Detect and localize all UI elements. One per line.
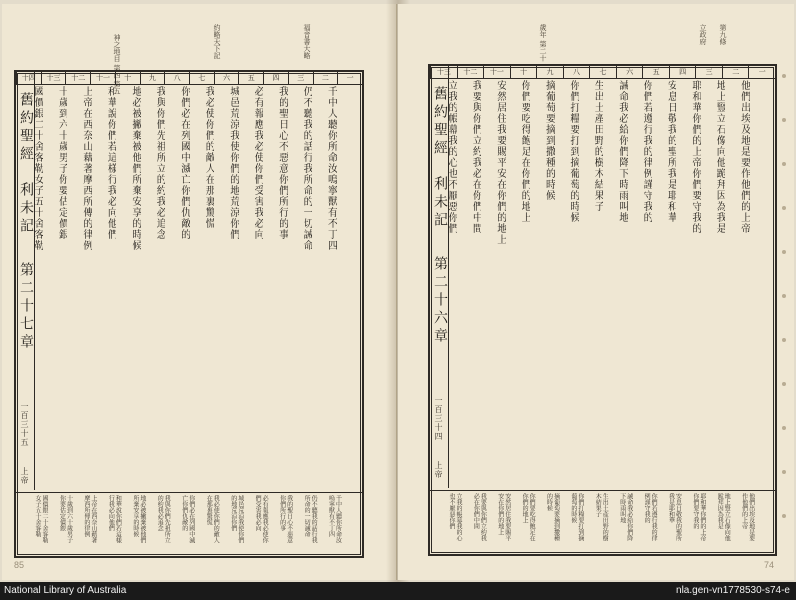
scripture-column: 必有報應我必使你們受害我必向 [252, 86, 264, 240]
commentary-column: 十歲到六十歲男子你要估定價銀 [58, 495, 73, 543]
right-bottom-mark: 上帝 [434, 461, 443, 479]
scripture-column: 你們若遵行我的律例謹守我的 [641, 80, 653, 223]
verse-number: 五 [642, 66, 669, 78]
verse-number: 十四 [16, 72, 41, 84]
verse-number: 十一 [483, 66, 510, 78]
verse-number: 一 [748, 66, 775, 78]
scripture-column: 國價銀二十舍客勒女子五十舍客勒 [32, 86, 43, 251]
scripture-column: 城邑荒涼我使你們的地荒涼你們 [227, 86, 239, 240]
right-header-note-2: 立政府 [699, 24, 707, 45]
verse-number: 十 [510, 66, 537, 78]
right-verse-numbers [430, 66, 775, 78]
left-book-title: 利未記 [18, 182, 34, 236]
verse-number: 六 [616, 66, 643, 78]
left-page-number: 一百三十五 [20, 402, 29, 447]
commentary-column: 你們要吃得飽足在你們的地上 [521, 493, 536, 541]
scripture-column: 誡命我必給你們降下時雨叫地 [616, 80, 628, 223]
commentary-column: 我的聖日心不惡意你們所行的事 [278, 495, 293, 543]
left-title-column [14, 72, 35, 490]
commentary-column: 地必被撇棄被他們所棄安享的時候 [131, 495, 146, 543]
scripture-column: 安息日敬我的聖所我是耶和華 [665, 80, 677, 223]
library-credit: National Library of Australia [4, 585, 127, 596]
verse-number: 八 [164, 72, 189, 84]
left-bottom-mark: 上帝 [20, 467, 29, 485]
verse-number: 十一 [90, 72, 115, 84]
commentary-column: 仍不聽我的話行我所命的一切誡命 [303, 495, 318, 543]
scripture-column: 摘葡萄要摘到撒種的時候 [543, 80, 555, 201]
verse-number: 十三 [41, 72, 66, 84]
commentary-column: 千中人聽你所命汝嗚寧獸有不丁四 [327, 495, 342, 543]
commentary-column: 你們必在列國中滅亡你們仇敵的 [180, 495, 195, 543]
verse-number: 六 [214, 72, 239, 84]
scripture-column: 耶和華你們的上帝你們要守我的 [689, 80, 701, 234]
scripture-column: 我必使你們的敵人在那裏驚慌 [203, 86, 215, 229]
scripture-column: 我與你們先祖所立的約我必追念 [154, 86, 166, 240]
right-text-frame [428, 64, 777, 556]
right-chapter-title: 第二十六章 [432, 256, 448, 346]
scripture-column: 上帝在西奈山藉著摩西所傳的律例 [80, 86, 92, 251]
verse-number: 十 [115, 72, 140, 84]
left-running-title: 舊約聖經 [18, 92, 34, 164]
verse-number: 七 [589, 66, 616, 78]
scripture-column: 千中人聽你所命汝嗚寧獸有不丁四 [325, 86, 337, 251]
commentary-column: 城邑荒涼我使你們的地荒涼你們 [229, 495, 244, 543]
scripture-column: 仍不聽我的話行我所命的一切誡命 [301, 86, 313, 251]
commentary-column: 我與你們先祖所立的約我必追念 [156, 495, 171, 543]
right-commentary-band [430, 490, 775, 545]
commentary-column: 他們出埃及地是要作他們的上帝 [740, 493, 755, 541]
verse-number: 二 [722, 66, 749, 78]
verse-number: 九 [140, 72, 165, 84]
verse-number: 九 [536, 66, 563, 78]
commentary-column: 國價銀二十舍客勒女子五十舍客勒 [34, 495, 48, 543]
commentary-column: 你們打糧要打到摘葡萄的時候 [569, 493, 584, 541]
commentary-column: 我要與你們立約我必在你們中間 [472, 493, 487, 541]
left-chapter-title: 第二十七章 [18, 262, 34, 352]
scripture-column: 立我的帳幕我的心也不厭惡你們 [446, 80, 457, 234]
scripture-column: 我要與你們立約我必在你們中間 [470, 80, 482, 234]
right-book-title: 利未記 [432, 176, 448, 230]
verse-number: 三 [288, 72, 313, 84]
verse-number: 一 [337, 72, 362, 84]
verse-number: 十三 [430, 66, 457, 78]
commentary-column: 上帝在西奈山藉著摩西所傳的律例 [82, 495, 97, 543]
scripture-column: 安然居住我要賜平安在你們的地上 [494, 80, 506, 245]
verse-number: 八 [563, 66, 590, 78]
left-verse-number-band [16, 72, 362, 85]
scripture-column: 地上豎立石像向他跪拜因為我是 [714, 80, 726, 234]
left-header-note-1: 福音書大略 [303, 24, 311, 59]
left-header-note-2: 約略天下記 [213, 24, 221, 59]
verse-number: 十二 [457, 66, 484, 78]
right-header-note-1: 第九條 [719, 24, 727, 45]
scripture-column: 你們必在列國中滅亡你們仇敵的 [178, 86, 190, 240]
binding-holes [782, 74, 788, 544]
verse-number: 十二 [65, 72, 90, 84]
commentary-column: 生出土產田野的樹木結果子 [594, 493, 609, 541]
right-verse-number-band [430, 66, 775, 79]
commentary-column: 和華說你們若這樣行我必向他們 [107, 495, 122, 543]
verse-number: 七 [189, 72, 214, 84]
verse-number: 四 [669, 66, 696, 78]
scripture-column: 他們出埃及地是要作他們的上帝 [738, 80, 750, 234]
left-page-mark: 85 [14, 560, 25, 570]
commentary-column: 安息日敬我的聖所我是耶和華 [667, 493, 682, 541]
verse-number: 五 [238, 72, 263, 84]
left-page [2, 4, 397, 580]
commentary-column: 摘葡萄要摘到撒種的時候 [545, 493, 560, 541]
commentary-column: 誡命我必給你們降下時雨叫地 [618, 493, 633, 541]
commentary-column: 我必使你們的敵人在那裏驚慌 [205, 495, 220, 543]
commentary-column: 地上豎立石像向他跪拜因為我是 [716, 493, 731, 541]
commentary-column: 必有報應我必使你們受害我必向 [254, 495, 269, 543]
verse-number: 二 [313, 72, 338, 84]
right-page-mark: 74 [764, 560, 775, 570]
left-text-frame [14, 70, 364, 558]
commentary-column: 安然居住我要賜平安在你們的地上 [496, 493, 511, 541]
right-page-number: 一百三十四 [434, 396, 443, 441]
verse-number: 三 [695, 66, 722, 78]
left-header-note-3: 神之地目 第四 第五 [113, 34, 121, 95]
commentary-column: 立我的帳幕我的心也不厭惡你們 [448, 493, 462, 541]
left-verse-numbers [16, 72, 362, 84]
right-title-column [428, 66, 449, 488]
left-commentary-band [16, 492, 362, 547]
right-page [398, 4, 794, 580]
scripture-column: 你們要吃得飽足在你們的地上 [519, 80, 531, 223]
scripture-column: 你們打糧要打到摘葡萄的時候 [567, 80, 579, 223]
scripture-column: 我的聖日心不惡意你們所行的事 [276, 86, 288, 240]
right-running-title: 舊約聖經 [432, 86, 448, 158]
scripture-column: 和華說你們若這樣行我必向他們 [105, 86, 117, 240]
item-identifier: nla.gen-vn1778530-s74-e [676, 585, 790, 596]
scripture-column: 地必被撇棄被他們所棄安享的時候 [129, 86, 141, 251]
archive-footer-bar [0, 582, 796, 600]
verse-number: 四 [263, 72, 288, 84]
commentary-column: 耶和華你們的上帝你們要守我的 [691, 493, 706, 541]
scripture-column: 生出土產田野的樹木結果子 [592, 80, 604, 212]
right-header-note-3: 歲年 第二十一 [539, 24, 547, 69]
scripture-column: 十歲到六十歲男子你要估定價銀 [56, 86, 68, 240]
commentary-column: 你們若遵行我的律例謹守我的 [643, 493, 658, 541]
